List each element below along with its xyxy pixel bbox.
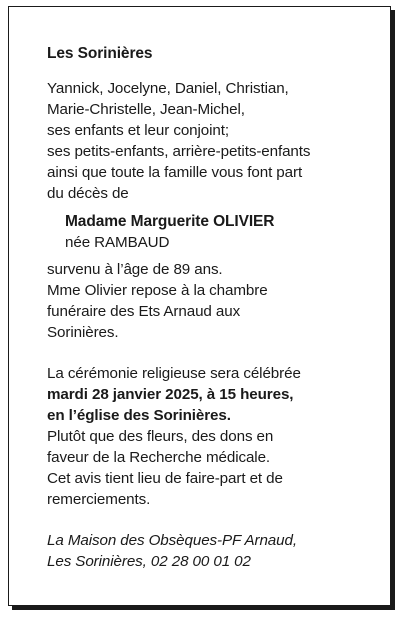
- signature-line: Les Sorinières, 02 28 00 01 02: [47, 553, 251, 570]
- details-line: Mme Olivier repose à la chambre: [47, 282, 268, 299]
- announcement-paragraph: [47, 78, 367, 204]
- announcement-line: du décès de: [47, 185, 129, 202]
- funeral-home-signature: [47, 530, 367, 572]
- announcement-line: Marie-Christelle, Jean-Michel,: [47, 101, 245, 118]
- obituary-notice: [8, 6, 391, 606]
- ceremony-note-line: Plutôt que des fleurs, des dons en: [47, 428, 274, 445]
- ceremony-paragraph: [47, 363, 367, 510]
- ceremony-place: en l’église des Sorinières.: [47, 407, 231, 424]
- deceased-name: Madame Marguerite OLIVIER: [65, 213, 275, 230]
- details-line: funéraire des Ets Arnaud aux: [47, 303, 241, 320]
- details-line: survenu à l’âge de 89 ans.: [47, 261, 223, 278]
- signature-line: La Maison des Obsèques-PF Arnaud,: [47, 532, 297, 549]
- ceremony-intro: La cérémonie religieuse sera célébrée: [47, 365, 301, 382]
- announcement-line: Yannick, Jocelyne, Daniel, Christian,: [47, 80, 289, 97]
- ceremony-note-line: Cet avis tient lieu de faire-part et de: [47, 470, 283, 487]
- announcement-line: ainsi que toute la famille vous font part: [47, 164, 303, 181]
- spacer: [47, 343, 367, 363]
- deceased-birth-name: née RAMBAUD: [65, 234, 170, 251]
- details-paragraph: [47, 259, 367, 343]
- ceremony-date-time: mardi 28 janvier 2025, à 15 heures,: [47, 386, 294, 403]
- deceased-block: [65, 211, 367, 253]
- details-line: Sorinières.: [47, 324, 119, 341]
- announcement-line: ses petits-enfants, arrière-petits-enfants: [47, 143, 311, 160]
- ceremony-note-line: remerciements.: [47, 491, 151, 508]
- location-heading: Les Sorinières: [47, 45, 153, 62]
- announcement-line: ses enfants et leur conjoint;: [47, 122, 229, 139]
- notice-content: [47, 43, 367, 572]
- ceremony-note-line: faveur de la Recherche médicale.: [47, 449, 271, 466]
